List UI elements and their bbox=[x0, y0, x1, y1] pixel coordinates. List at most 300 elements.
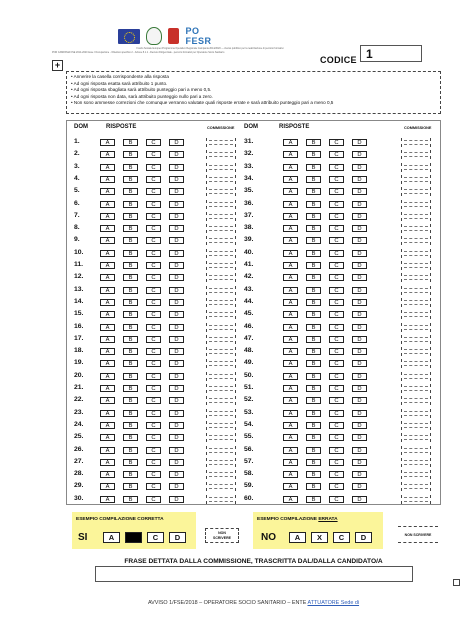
answer-option-c[interactable]: C bbox=[329, 397, 344, 404]
answer-option-b[interactable]: B bbox=[306, 373, 321, 380]
answer-option-c[interactable]: C bbox=[146, 151, 161, 158]
answer-option-a[interactable]: A bbox=[100, 262, 115, 269]
answer-option-a[interactable]: A bbox=[283, 139, 298, 146]
answer-option-c[interactable]: C bbox=[329, 434, 344, 441]
commission-field bbox=[401, 212, 431, 221]
commission-field bbox=[206, 470, 236, 479]
answer-option-c[interactable]: C bbox=[329, 151, 344, 158]
answer-option-d[interactable]: D bbox=[169, 225, 184, 232]
answer-option-a[interactable]: A bbox=[283, 447, 298, 454]
answer-option-c[interactable]: C bbox=[146, 164, 161, 171]
answer-option-d[interactable]: D bbox=[169, 201, 184, 208]
answer-option-c[interactable]: C bbox=[329, 348, 344, 355]
answer-option-b[interactable]: B bbox=[123, 213, 138, 220]
answer-option-c[interactable]: C bbox=[329, 360, 344, 367]
answer-option-a[interactable]: A bbox=[100, 360, 115, 367]
answer-option-d[interactable]: D bbox=[352, 299, 367, 306]
question-number: 21. bbox=[74, 384, 84, 391]
answer-option-b[interactable]: B bbox=[306, 262, 321, 269]
answer-option-c[interactable]: C bbox=[146, 311, 161, 318]
header-dom-right: DOM bbox=[244, 124, 258, 130]
answer-option-b[interactable]: B bbox=[123, 422, 138, 429]
commission-field bbox=[206, 495, 236, 504]
answer-option-d[interactable]: D bbox=[169, 139, 184, 146]
answer-option-a[interactable]: A bbox=[283, 213, 298, 220]
answer-option-d[interactable]: D bbox=[352, 483, 367, 490]
answer-option-a[interactable]: A bbox=[283, 348, 298, 355]
question-number: 35. bbox=[244, 187, 254, 195]
answer-option-b[interactable]: B bbox=[306, 422, 321, 429]
question-number: 56. bbox=[244, 445, 254, 453]
answer-option-c[interactable]: C bbox=[146, 471, 161, 478]
commission-field bbox=[206, 396, 236, 405]
answer-option-a[interactable]: A bbox=[100, 287, 115, 294]
answer-option-b[interactable]: B bbox=[306, 188, 321, 195]
answer-option-d[interactable]: D bbox=[352, 459, 367, 466]
answer-option-a[interactable]: A bbox=[100, 447, 115, 454]
answer-option-c[interactable]: C bbox=[146, 447, 161, 454]
answer-option-d[interactable]: D bbox=[169, 373, 184, 380]
commission-field bbox=[206, 372, 236, 381]
commission-field bbox=[206, 286, 236, 295]
question-number: 38. bbox=[244, 224, 254, 232]
answer-option-a[interactable]: A bbox=[283, 188, 298, 195]
answer-option-d[interactable]: D bbox=[169, 213, 184, 220]
answer-option-d[interactable]: D bbox=[352, 201, 367, 208]
answer-option-b[interactable]: B bbox=[306, 471, 321, 478]
answer-option-d[interactable]: D bbox=[352, 164, 367, 171]
frase-input[interactable] bbox=[95, 566, 413, 582]
answer-option-b[interactable]: B bbox=[123, 274, 138, 281]
answer-option-c[interactable]: C bbox=[329, 324, 344, 331]
answer-option-b[interactable]: B bbox=[306, 213, 321, 220]
answer-option-b[interactable]: B bbox=[306, 176, 321, 183]
answer-option-b[interactable]: B bbox=[123, 397, 138, 404]
answer-option-a[interactable]: A bbox=[100, 336, 115, 343]
answer-option-c[interactable]: C bbox=[329, 496, 344, 503]
answer-option-b[interactable]: B bbox=[306, 225, 321, 232]
answer-option-d[interactable]: D bbox=[169, 274, 184, 281]
answer-option-a[interactable]: A bbox=[283, 410, 298, 417]
commission-field bbox=[206, 273, 236, 282]
commission-field bbox=[401, 273, 431, 282]
question-number: 20. bbox=[74, 371, 84, 379]
answer-option-a[interactable]: A bbox=[100, 324, 115, 331]
answer-option-c[interactable]: C bbox=[329, 201, 344, 208]
non-scrivere-line2: SCRIVERE bbox=[213, 535, 231, 540]
answer-option-b[interactable]: B bbox=[306, 237, 321, 244]
answer-option-a[interactable]: A bbox=[100, 373, 115, 380]
question-number: 58. bbox=[244, 470, 254, 478]
answer-option-b[interactable]: B bbox=[123, 262, 138, 269]
answer-option-d[interactable]: D bbox=[169, 188, 184, 195]
answer-option-c[interactable]: C bbox=[329, 459, 344, 466]
question-number: 10. bbox=[74, 248, 84, 256]
question-number: 50. bbox=[244, 371, 254, 379]
answer-option-b[interactable]: B bbox=[123, 434, 138, 441]
answer-option-b[interactable]: B bbox=[306, 287, 321, 294]
answer-option-c[interactable]: C bbox=[329, 373, 344, 380]
answer-option-b[interactable]: B bbox=[123, 496, 138, 503]
answer-option-c[interactable]: C bbox=[146, 262, 161, 269]
answer-option-d[interactable]: D bbox=[352, 324, 367, 331]
answer-option-a[interactable]: A bbox=[100, 151, 115, 158]
commission-field bbox=[206, 421, 236, 430]
answer-option-c[interactable]: C bbox=[146, 213, 161, 220]
answer-option-a[interactable]: A bbox=[283, 360, 298, 367]
answer-option-a[interactable]: A bbox=[100, 274, 115, 281]
answer-option-d[interactable]: D bbox=[352, 373, 367, 380]
answer-option-d[interactable]: D bbox=[352, 287, 367, 294]
answer-option-b[interactable]: B bbox=[123, 324, 138, 331]
question-number: 11. bbox=[74, 261, 84, 268]
answer-option-a[interactable]: A bbox=[283, 336, 298, 343]
answer-option-c[interactable]: C bbox=[329, 274, 344, 281]
answer-option-c[interactable]: C bbox=[146, 483, 161, 490]
answer-option-b[interactable]: B bbox=[306, 459, 321, 466]
question-number: 53. bbox=[244, 408, 254, 416]
answer-option-a[interactable]: A bbox=[100, 348, 115, 355]
answer-option-c[interactable]: C bbox=[146, 287, 161, 294]
answer-option-a[interactable]: A bbox=[283, 164, 298, 171]
answer-option-c[interactable]: C bbox=[329, 287, 344, 294]
answer-option-c[interactable]: C bbox=[146, 459, 161, 466]
answer-option-a[interactable]: A bbox=[100, 164, 115, 171]
question-number: 13. bbox=[74, 285, 84, 293]
answer-option-d[interactable]: D bbox=[169, 410, 184, 417]
example-wrong-option-b-crossed: X bbox=[311, 532, 328, 543]
answer-option-d[interactable]: D bbox=[169, 422, 184, 429]
answer-option-b[interactable]: B bbox=[123, 348, 138, 355]
answer-option-c[interactable]: C bbox=[146, 422, 161, 429]
answer-option-b[interactable]: B bbox=[123, 225, 138, 232]
commission-field bbox=[206, 298, 236, 307]
answer-option-d[interactable]: D bbox=[169, 287, 184, 294]
answer-option-a[interactable]: A bbox=[283, 385, 298, 392]
answer-option-b[interactable]: B bbox=[123, 188, 138, 195]
answer-option-d[interactable]: D bbox=[169, 447, 184, 454]
answer-option-d[interactable]: D bbox=[352, 213, 367, 220]
answer-option-d[interactable]: D bbox=[352, 225, 367, 232]
answer-option-c[interactable]: C bbox=[146, 139, 161, 146]
answer-option-a[interactable]: A bbox=[100, 225, 115, 232]
answer-option-b[interactable]: B bbox=[123, 287, 138, 294]
question-number: 23. bbox=[74, 408, 84, 416]
answer-option-d[interactable]: D bbox=[169, 360, 184, 367]
answer-option-d[interactable]: D bbox=[352, 397, 367, 404]
answer-option-a[interactable]: A bbox=[283, 496, 298, 503]
answer-option-c[interactable]: C bbox=[329, 311, 344, 318]
answer-option-c[interactable]: C bbox=[146, 250, 161, 257]
answer-option-d[interactable]: D bbox=[352, 176, 367, 183]
answer-option-c[interactable]: C bbox=[146, 496, 161, 503]
frase-label: FRASE DETTATA DALLA COMMISSIONE, TRASCRITTA DAL/DALLA CANDIDATO/A bbox=[124, 558, 383, 565]
answer-option-d[interactable]: D bbox=[352, 311, 367, 318]
answer-option-c[interactable]: C bbox=[329, 188, 344, 195]
answer-option-c[interactable]: C bbox=[329, 139, 344, 146]
answer-option-c[interactable]: C bbox=[329, 471, 344, 478]
answer-option-a[interactable]: A bbox=[100, 496, 115, 503]
answer-option-a[interactable]: A bbox=[283, 201, 298, 208]
question-number: 18. bbox=[74, 347, 84, 355]
answer-option-c[interactable]: C bbox=[329, 262, 344, 269]
answer-option-d[interactable]: D bbox=[169, 237, 184, 244]
answer-option-b[interactable]: B bbox=[123, 201, 138, 208]
answer-option-c[interactable]: C bbox=[329, 237, 344, 244]
answer-option-d[interactable]: D bbox=[169, 262, 184, 269]
commission-field bbox=[206, 335, 236, 344]
answer-option-d[interactable]: D bbox=[169, 311, 184, 318]
answer-option-a[interactable]: A bbox=[100, 299, 115, 306]
answer-option-c[interactable]: C bbox=[146, 434, 161, 441]
answer-option-c[interactable]: C bbox=[329, 422, 344, 429]
answer-option-d[interactable]: D bbox=[169, 299, 184, 306]
answer-option-d[interactable]: D bbox=[169, 385, 184, 392]
answer-option-a[interactable]: A bbox=[283, 299, 298, 306]
answer-option-b[interactable]: B bbox=[123, 360, 138, 367]
answer-option-b[interactable]: B bbox=[306, 434, 321, 441]
answer-option-d[interactable]: D bbox=[352, 250, 367, 257]
answer-option-a[interactable]: A bbox=[283, 483, 298, 490]
example-correct-option-b-filled bbox=[125, 532, 142, 543]
answer-option-b[interactable]: B bbox=[123, 336, 138, 343]
question-number: 47. bbox=[244, 334, 254, 342]
answer-option-d[interactable]: D bbox=[169, 336, 184, 343]
answer-option-c[interactable]: C bbox=[146, 360, 161, 367]
answer-option-d[interactable]: D bbox=[352, 336, 367, 343]
answer-option-b[interactable]: B bbox=[123, 311, 138, 318]
answer-option-d[interactable]: D bbox=[169, 348, 184, 355]
answer-option-b[interactable]: B bbox=[306, 385, 321, 392]
answer-option-b[interactable]: B bbox=[306, 201, 321, 208]
answer-option-c[interactable]: C bbox=[329, 164, 344, 171]
answer-option-b[interactable]: B bbox=[123, 250, 138, 257]
answer-option-c[interactable]: C bbox=[329, 176, 344, 183]
answer-option-a[interactable]: A bbox=[100, 311, 115, 318]
answer-option-b[interactable]: B bbox=[306, 483, 321, 490]
answer-option-b[interactable]: B bbox=[123, 483, 138, 490]
answer-option-c[interactable]: C bbox=[146, 410, 161, 417]
answer-option-c[interactable]: C bbox=[146, 397, 161, 404]
answer-option-d[interactable]: D bbox=[169, 434, 184, 441]
answer-option-a[interactable]: A bbox=[100, 213, 115, 220]
answer-option-d[interactable]: D bbox=[352, 262, 367, 269]
answer-option-a[interactable]: A bbox=[283, 237, 298, 244]
answer-option-d[interactable]: D bbox=[169, 176, 184, 183]
answer-option-c[interactable]: C bbox=[146, 348, 161, 355]
answer-option-b[interactable]: B bbox=[123, 151, 138, 158]
answer-option-c[interactable]: C bbox=[146, 188, 161, 195]
answer-option-c[interactable]: C bbox=[329, 410, 344, 417]
answer-option-a[interactable]: A bbox=[283, 225, 298, 232]
answer-option-b[interactable]: B bbox=[123, 237, 138, 244]
answer-option-c[interactable]: C bbox=[329, 299, 344, 306]
answer-option-c[interactable]: C bbox=[329, 225, 344, 232]
answer-option-a[interactable]: A bbox=[283, 287, 298, 294]
answer-option-a[interactable]: A bbox=[283, 311, 298, 318]
answer-option-c[interactable]: C bbox=[146, 225, 161, 232]
commission-field bbox=[401, 323, 431, 332]
commission-field bbox=[401, 286, 431, 295]
answer-option-b[interactable]: B bbox=[306, 397, 321, 404]
answer-option-a[interactable]: A bbox=[100, 201, 115, 208]
answer-option-a[interactable]: A bbox=[100, 422, 115, 429]
answer-option-a[interactable]: A bbox=[283, 471, 298, 478]
question-number: 28. bbox=[74, 470, 84, 478]
answer-option-c[interactable]: C bbox=[146, 274, 161, 281]
answer-option-a[interactable]: A bbox=[100, 483, 115, 490]
question-number: 24. bbox=[74, 420, 84, 428]
answer-option-d[interactable]: D bbox=[352, 237, 367, 244]
commission-field bbox=[401, 249, 431, 258]
answer-option-a[interactable]: A bbox=[100, 459, 115, 466]
answer-option-b[interactable]: B bbox=[123, 176, 138, 183]
answer-option-d[interactable]: D bbox=[169, 164, 184, 171]
answer-option-b[interactable]: B bbox=[306, 299, 321, 306]
answer-option-d[interactable]: D bbox=[352, 422, 367, 429]
footer-text: AVVISO 1/FSE/2018 – OPERATORE SOCIO SANITARIO – ENTE bbox=[147, 600, 308, 606]
answer-option-a[interactable]: A bbox=[283, 176, 298, 183]
answer-option-b[interactable]: B bbox=[123, 139, 138, 146]
small-checkbox[interactable] bbox=[453, 579, 460, 586]
question-number: 52. bbox=[244, 396, 254, 404]
answer-option-a[interactable]: A bbox=[283, 262, 298, 269]
header-commissione-right: COMMISSIONE bbox=[404, 126, 432, 130]
answer-option-a[interactable]: A bbox=[283, 397, 298, 404]
answer-option-a[interactable]: A bbox=[283, 151, 298, 158]
answer-option-c[interactable]: C bbox=[146, 176, 161, 183]
answer-option-b[interactable]: B bbox=[123, 459, 138, 466]
answer-option-b[interactable]: B bbox=[306, 360, 321, 367]
answer-option-b[interactable]: B bbox=[306, 311, 321, 318]
answer-option-c[interactable]: C bbox=[329, 336, 344, 343]
answer-option-a[interactable]: A bbox=[100, 410, 115, 417]
question-number: 9. bbox=[74, 236, 80, 244]
question-number: 46. bbox=[244, 322, 254, 330]
answer-option-b[interactable]: B bbox=[306, 274, 321, 281]
answer-option-b[interactable]: B bbox=[306, 151, 321, 158]
answer-option-d[interactable]: D bbox=[169, 250, 184, 257]
commission-field bbox=[206, 150, 236, 159]
answer-option-b[interactable]: B bbox=[306, 139, 321, 146]
answer-option-d[interactable]: D bbox=[169, 324, 184, 331]
answer-option-a[interactable]: A bbox=[100, 397, 115, 404]
commission-field bbox=[401, 495, 431, 504]
question-number: 16. bbox=[74, 322, 84, 330]
answer-option-c[interactable]: C bbox=[329, 250, 344, 257]
answer-option-a[interactable]: A bbox=[283, 422, 298, 429]
answer-option-b[interactable]: B bbox=[123, 410, 138, 417]
por-logo: PO FESR bbox=[185, 26, 212, 46]
answer-option-d[interactable]: D bbox=[352, 360, 367, 367]
answer-option-a[interactable]: A bbox=[283, 373, 298, 380]
answer-option-c[interactable]: C bbox=[146, 324, 161, 331]
answer-option-a[interactable]: A bbox=[100, 139, 115, 146]
add-button[interactable]: + bbox=[52, 60, 63, 71]
question-number: 54. bbox=[244, 420, 254, 428]
codice-field[interactable]: 1 bbox=[360, 45, 422, 62]
question-number: 26. bbox=[74, 445, 84, 453]
answer-option-d[interactable]: D bbox=[169, 471, 184, 478]
answer-option-a[interactable]: A bbox=[100, 471, 115, 478]
answer-option-c[interactable]: C bbox=[329, 483, 344, 490]
answer-option-c[interactable]: C bbox=[329, 385, 344, 392]
answer-option-c[interactable]: C bbox=[329, 447, 344, 454]
answer-option-a[interactable]: A bbox=[283, 459, 298, 466]
commission-field bbox=[206, 224, 236, 233]
answer-option-c[interactable]: C bbox=[146, 237, 161, 244]
answer-option-d[interactable]: D bbox=[169, 483, 184, 490]
answer-option-d[interactable]: D bbox=[169, 459, 184, 466]
answer-option-b[interactable]: B bbox=[123, 447, 138, 454]
header-fine-print-1: Fondo Sociale Europeo Programma Operativo Regionale Campania 2014/2020 — Avviso pubblico per la realizzazione di percorsi formativi bbox=[136, 47, 284, 50]
answer-option-d[interactable]: D bbox=[352, 139, 367, 146]
answer-option-d[interactable]: D bbox=[169, 151, 184, 158]
answer-option-d[interactable]: D bbox=[352, 188, 367, 195]
answer-option-d[interactable]: D bbox=[352, 385, 367, 392]
answer-option-c[interactable]: C bbox=[146, 336, 161, 343]
answer-option-d[interactable]: D bbox=[352, 348, 367, 355]
footer-link[interactable]: ATTUATORE Sede di bbox=[307, 600, 360, 606]
answer-option-a[interactable]: A bbox=[283, 274, 298, 281]
answer-option-a[interactable]: A bbox=[283, 250, 298, 257]
example-correct-option-a: A bbox=[103, 532, 120, 543]
answer-option-b[interactable]: B bbox=[306, 410, 321, 417]
answer-option-b[interactable]: B bbox=[123, 164, 138, 171]
answer-option-c[interactable]: C bbox=[146, 201, 161, 208]
answer-option-b[interactable]: B bbox=[123, 299, 138, 306]
answer-option-b[interactable]: B bbox=[306, 250, 321, 257]
example-wrong-option-d: D bbox=[355, 532, 372, 543]
answer-option-d[interactable]: D bbox=[352, 496, 367, 503]
answer-option-b[interactable]: B bbox=[306, 164, 321, 171]
answer-option-b[interactable]: B bbox=[306, 496, 321, 503]
answer-option-d[interactable]: D bbox=[352, 471, 367, 478]
answer-option-a[interactable]: A bbox=[100, 188, 115, 195]
commission-field bbox=[401, 421, 431, 430]
question-number: 19. bbox=[74, 359, 84, 367]
answer-option-d[interactable]: D bbox=[352, 434, 367, 441]
answer-option-b[interactable]: B bbox=[123, 373, 138, 380]
answer-option-c[interactable]: C bbox=[146, 299, 161, 306]
answer-option-c[interactable]: C bbox=[146, 385, 161, 392]
answer-option-d[interactable]: D bbox=[169, 496, 184, 503]
answer-option-d[interactable]: D bbox=[169, 397, 184, 404]
header-fine-print-2: POR CAMPANIA FSE 2014-2020 Asse I Occupazione - Obiettivo specifico 2 - Azione 8.1.1 - Decreto Dirigenziale - percorsi formativi per Operatore Socio Sanitario bbox=[52, 51, 225, 54]
answer-option-a[interactable]: A bbox=[100, 434, 115, 441]
answer-option-a[interactable]: A bbox=[100, 250, 115, 257]
answer-option-d[interactable]: D bbox=[352, 447, 367, 454]
answer-option-b[interactable]: B bbox=[123, 471, 138, 478]
commission-field bbox=[206, 261, 236, 270]
answer-option-d[interactable]: D bbox=[352, 410, 367, 417]
answer-option-d[interactable]: D bbox=[352, 151, 367, 158]
answer-option-a[interactable]: A bbox=[100, 385, 115, 392]
answer-option-a[interactable]: A bbox=[100, 237, 115, 244]
answer-option-b[interactable]: B bbox=[306, 336, 321, 343]
answer-option-b[interactable]: B bbox=[123, 385, 138, 392]
answer-option-a[interactable]: A bbox=[100, 176, 115, 183]
answer-option-c[interactable]: C bbox=[329, 213, 344, 220]
commission-field bbox=[401, 175, 431, 184]
answer-option-b[interactable]: B bbox=[306, 447, 321, 454]
answer-option-a[interactable]: A bbox=[283, 434, 298, 441]
answer-option-d[interactable]: D bbox=[352, 274, 367, 281]
answer-option-c[interactable]: C bbox=[146, 373, 161, 380]
answer-option-b[interactable]: B bbox=[306, 348, 321, 355]
answer-option-a[interactable]: A bbox=[283, 324, 298, 331]
answer-option-b[interactable]: B bbox=[306, 324, 321, 331]
